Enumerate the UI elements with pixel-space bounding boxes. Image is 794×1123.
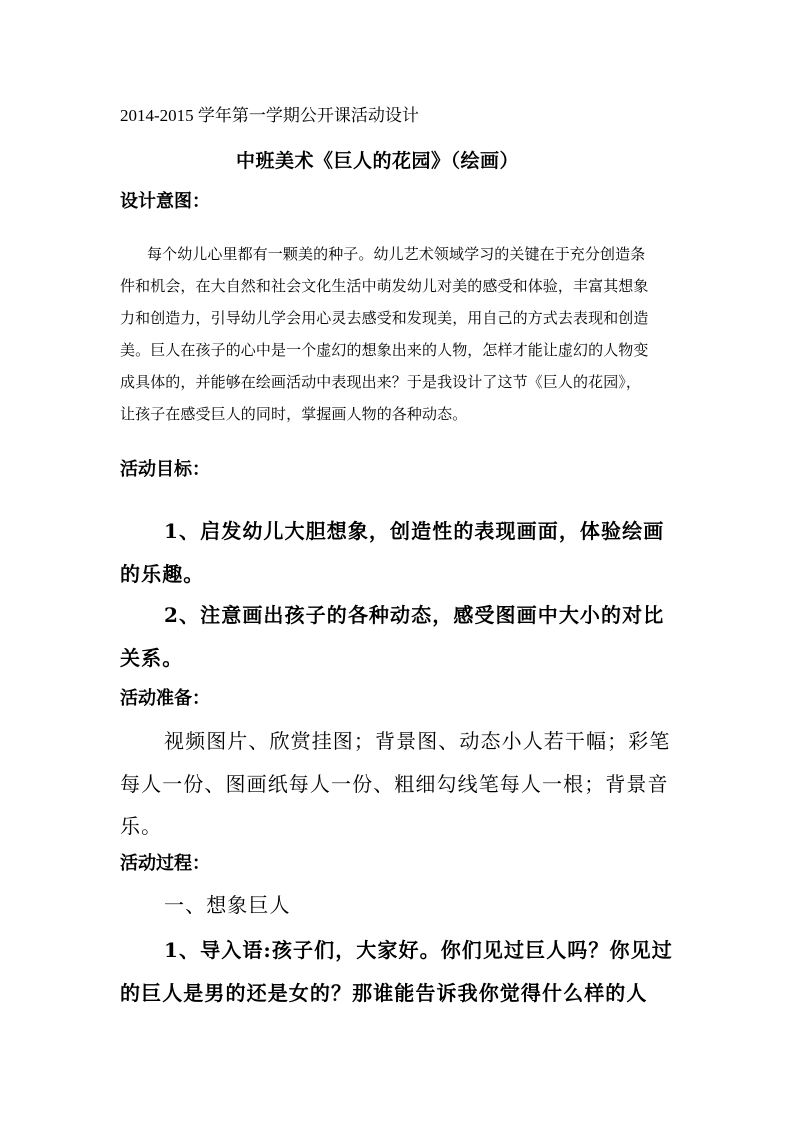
design-intent-line: 成具体的，并能够在绘画活动中表现出来？于是我设计了这节《巨人的花园》， bbox=[120, 373, 642, 391]
document-header: 2014-2015 学年第一学期公开课活动设计 bbox=[120, 106, 419, 125]
design-intent-line: 让孩子在感受巨人的同时，掌握画人物的各种动态。 bbox=[120, 405, 468, 423]
preparation-line: 乐。 bbox=[120, 814, 163, 838]
goal-line: 关系。 bbox=[120, 646, 184, 670]
design-intent-line: 美。巨人在孩子的心中是一个虚幻的想象出来的人物，怎样才能让虚幻的人物变 bbox=[120, 341, 649, 359]
process-label: 活动过程： bbox=[120, 853, 210, 874]
preparation-line: 视频图片、欣赏挂图；背景图、动态小人若干幅；彩笔 bbox=[164, 729, 671, 753]
design-intent-line: 件和机会，在大自然和社会文化生活中萌发幼儿对美的感受和体验，丰富其想象 bbox=[120, 277, 649, 295]
preparation-label: 活动准备： bbox=[120, 688, 210, 709]
preparation-line: 每人一份、图画纸每人一份、粗细勾线笔每人一根；背景音 bbox=[120, 772, 669, 796]
design-intent-line: 力和创造力，引导幼儿学会用心灵去感受和发现美，用自己的方式去表现和创造 bbox=[120, 309, 649, 327]
document-title: 中班美术《巨人的花园》（绘画） bbox=[236, 150, 520, 172]
goal-line: 的乐趣。 bbox=[120, 562, 205, 586]
goal-line: 1、启发幼儿大胆想象，创造性的表现画面，体验绘画 bbox=[164, 519, 665, 543]
process-line: 1、导入语:孩子们，大家好。你们见过巨人吗？你见过 bbox=[164, 938, 673, 962]
goals-label: 活动目标： bbox=[120, 459, 210, 480]
goal-line: 2、注意画出孩子的各种动态，感受图画中大小的对比 bbox=[164, 603, 665, 627]
process-line: 的巨人是男的还是女的？那谁能告诉我你觉得什么样的人 bbox=[120, 981, 648, 1005]
process-step-title: 一、想象巨人 bbox=[164, 893, 291, 917]
design-intent-line: 每个幼儿心里都有一颗美的种子。幼儿艺术领域学习的关键在于充分创造条 bbox=[147, 245, 646, 263]
design-intent-label: 设计意图： bbox=[120, 191, 210, 212]
